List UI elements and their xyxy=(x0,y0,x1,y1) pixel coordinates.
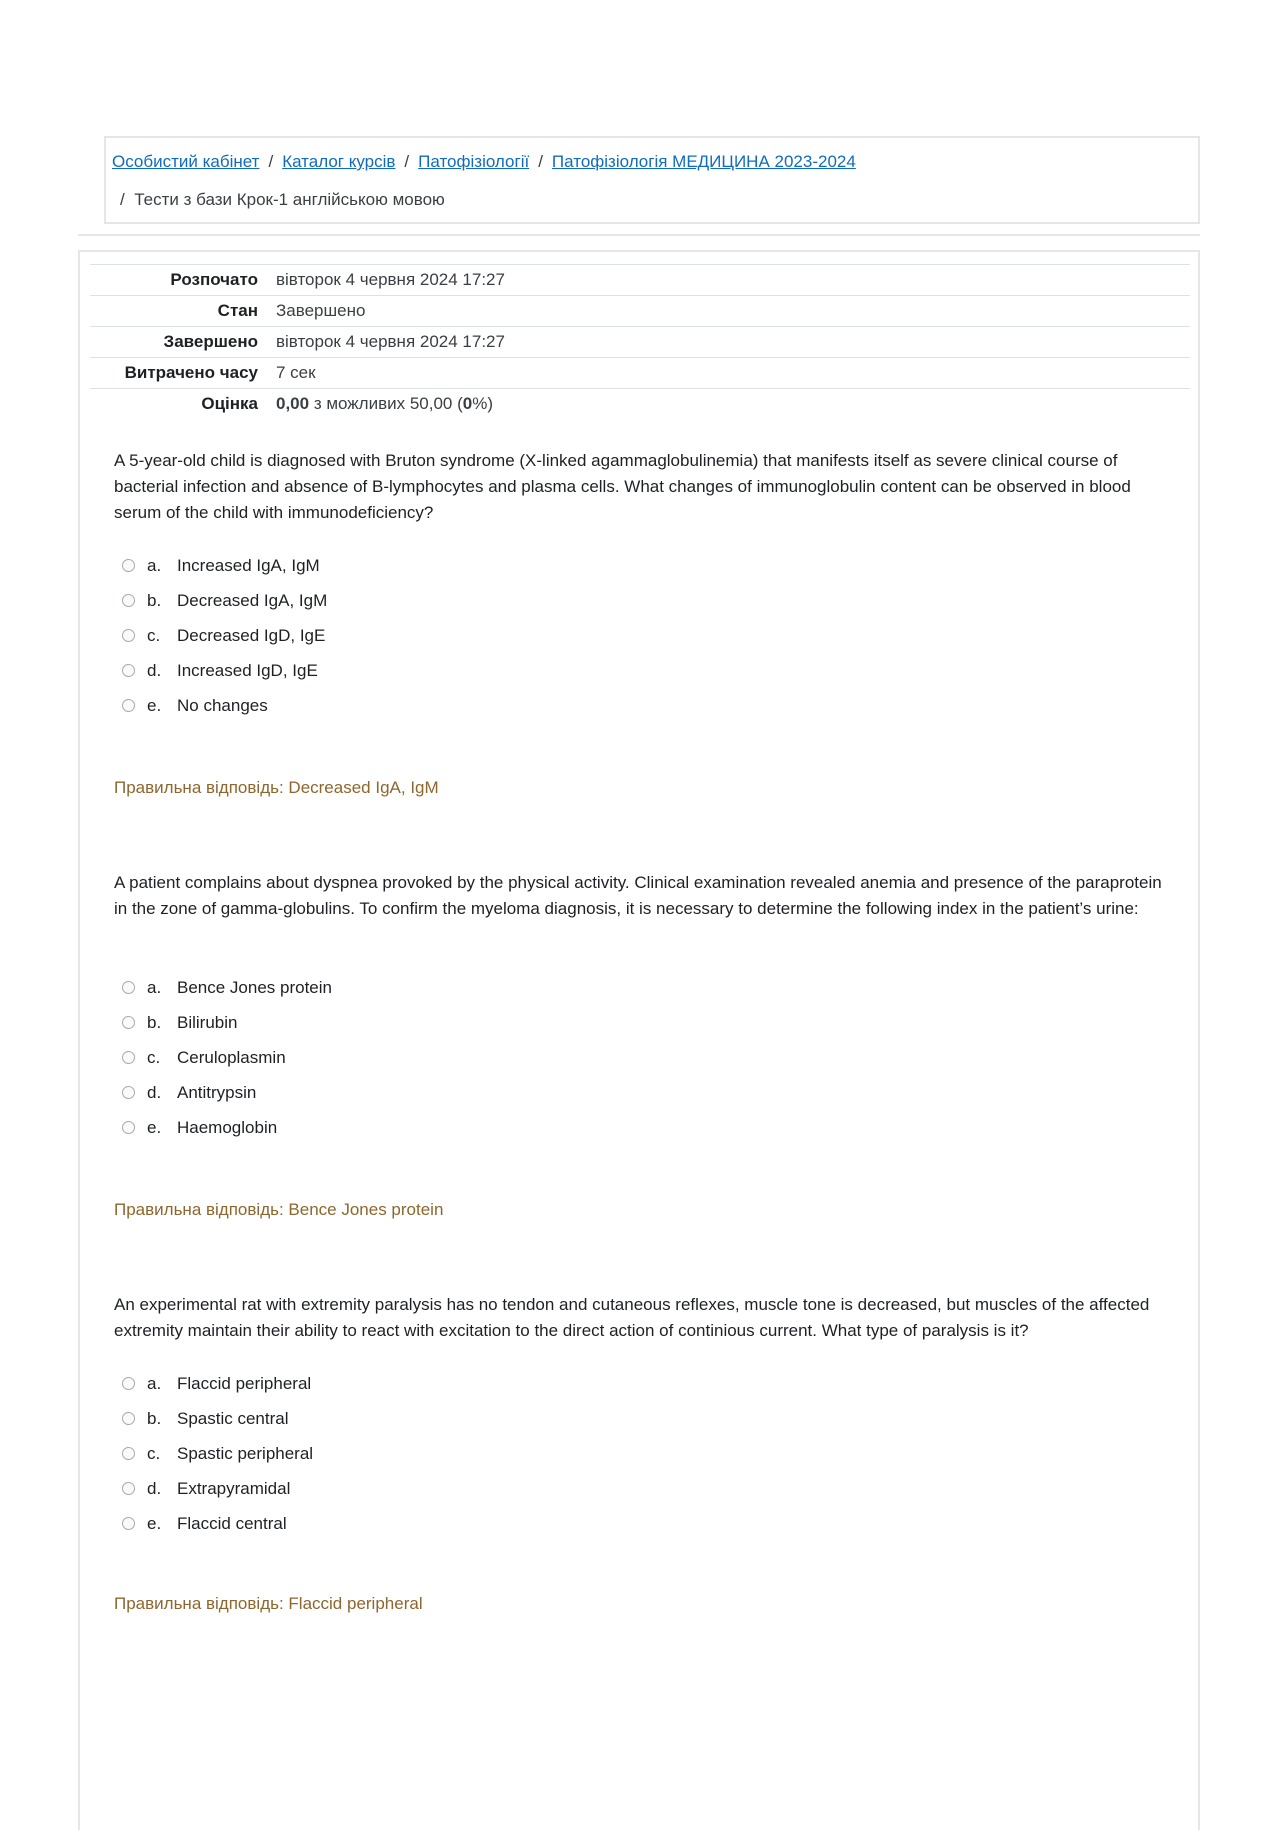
summary-row-completed xyxy=(90,327,1190,358)
divider xyxy=(78,234,1200,236)
correct-answer-1: Правильна відповідь: Decreased IgA, IgM xyxy=(114,778,439,797)
breadcrumb xyxy=(104,136,1200,224)
summary-label: Завершено xyxy=(163,332,258,351)
summary-row-grade xyxy=(90,389,1190,420)
breadcrumb-separator: / xyxy=(268,152,274,171)
answer-option[interactable] xyxy=(122,1366,313,1401)
breadcrumb-links-row xyxy=(112,152,856,172)
summary-label: Оцінка xyxy=(201,394,258,413)
summary-value: вівторок 4 червня 2024 17:27 xyxy=(276,270,505,289)
answer-option[interactable] xyxy=(122,970,332,1005)
summary-row-state xyxy=(90,296,1190,327)
answer-option[interactable] xyxy=(122,1401,313,1436)
breadcrumb-current-row xyxy=(120,190,445,210)
answer-option[interactable] xyxy=(122,1506,313,1541)
radio-button[interactable] xyxy=(122,1016,135,1029)
breadcrumb-separator: / xyxy=(120,190,125,209)
summary-label: Розпочато xyxy=(170,270,258,289)
answer-option[interactable] xyxy=(122,688,327,723)
answer-letter: b. xyxy=(147,590,162,610)
answer-text: Increased IgA, IgM xyxy=(177,555,320,575)
radio-button[interactable] xyxy=(122,1412,135,1425)
radio-button[interactable] xyxy=(122,664,135,677)
breadcrumb-link-dashboard[interactable]: Особистий кабінет xyxy=(112,152,260,171)
answer-text: Flaccid peripheral xyxy=(177,1373,312,1393)
radio-button[interactable] xyxy=(122,1121,135,1134)
breadcrumb-link-course-catalog[interactable]: Каталог курсів xyxy=(282,152,396,171)
answer-letter: d. xyxy=(147,1082,162,1102)
question-text-2: A patient complains about dyspnea provoked by the physical activity. Clinical examination revealed anemia and presence of the paraprotein in the zone of gamma-globulins. To confirm the myeloma diagnosis, it is necessary to determine the following index in the patient’s urine: xyxy=(114,873,1162,918)
answer-option[interactable] xyxy=(122,1075,332,1110)
answer-letter: b. xyxy=(147,1012,162,1032)
answer-letter: c. xyxy=(147,625,161,645)
answer-letter: a. xyxy=(147,1373,162,1393)
grade-percent: 0 xyxy=(462,394,473,413)
answer-letter: e. xyxy=(147,695,162,715)
breadcrumb-link-pathophysiology[interactable]: Патофізіології xyxy=(418,152,530,171)
summary-label: Витрачено часу xyxy=(124,363,258,382)
answer-list-3 xyxy=(122,1366,313,1541)
answer-text: Ceruloplasmin xyxy=(177,1047,286,1067)
answer-option[interactable] xyxy=(122,1471,313,1506)
answer-letter: b. xyxy=(147,1408,162,1428)
correct-answer-3: Правильна відповідь: Flaccid peripheral xyxy=(114,1594,423,1613)
breadcrumb-separator: / xyxy=(538,152,543,171)
radio-button[interactable] xyxy=(122,1447,135,1460)
radio-button[interactable] xyxy=(122,1517,135,1530)
answer-option[interactable] xyxy=(122,548,327,583)
answer-text: Bence Jones protein xyxy=(177,977,332,997)
radio-button[interactable] xyxy=(122,1086,135,1099)
answer-text: Flaccid central xyxy=(177,1513,287,1533)
radio-button[interactable] xyxy=(122,981,135,994)
answer-letter: e. xyxy=(147,1117,162,1137)
breadcrumb-link-course[interactable]: Патофізіологія МЕДИЦИНА 2023-2024 xyxy=(551,152,856,171)
breadcrumb-separator: / xyxy=(404,152,410,171)
answer-text: Decreased IgA, IgM xyxy=(177,590,328,610)
radio-button[interactable] xyxy=(122,629,135,642)
answer-text: No changes xyxy=(177,695,268,715)
answer-letter: c. xyxy=(147,1047,161,1067)
answer-option[interactable] xyxy=(122,1110,332,1145)
answer-option[interactable] xyxy=(122,1436,313,1471)
answer-letter: a. xyxy=(147,977,162,997)
radio-button[interactable] xyxy=(122,699,135,712)
radio-button[interactable] xyxy=(122,594,135,607)
answer-letter: a. xyxy=(147,555,162,575)
attempt-summary-table xyxy=(90,264,1190,419)
radio-button[interactable] xyxy=(122,1482,135,1495)
summary-row-time-taken xyxy=(90,358,1190,389)
answer-text: Bilirubin xyxy=(177,1012,238,1032)
radio-button[interactable] xyxy=(122,1051,135,1064)
answer-text: Extrapyramidal xyxy=(177,1478,291,1498)
question-text-3: An experimental rat with extremity paralysis has no tendon and cutaneous reflexes, muscle tone is decreased, but muscles of the affected extremity maintain their ability to react with excitation to the direct action of continious current. What type of paralysis is it? xyxy=(114,1295,1150,1340)
summary-value: 7 сек xyxy=(276,363,316,382)
answer-letter: e. xyxy=(147,1513,162,1533)
answer-option[interactable] xyxy=(122,583,327,618)
answer-option[interactable] xyxy=(122,1005,332,1040)
radio-button[interactable] xyxy=(122,1377,135,1390)
question-text-1: A 5-year-old child is diagnosed with Bruton syndrome (X-linked agammaglobulinemia) that manifests itself as severe clinical course of bacterial infection and absence of B-lymphocytes and plasma cells. What changes of immunoglobulin content can be observed in blood serum of the child with immunodeficiency? xyxy=(114,451,1131,522)
summary-label: Стан xyxy=(217,301,258,320)
summary-value: Завершено xyxy=(276,301,366,320)
answer-letter: d. xyxy=(147,660,162,680)
answer-letter: d. xyxy=(147,1478,162,1498)
answer-option[interactable] xyxy=(122,1040,332,1075)
answer-letter: c. xyxy=(147,1443,161,1463)
answer-text: Increased IgD, IgE xyxy=(177,660,318,680)
grade-value xyxy=(266,389,1190,420)
grade-suffix: %) xyxy=(472,394,493,413)
answer-list-1 xyxy=(122,548,327,723)
answer-text: Spastic central xyxy=(177,1408,289,1428)
answer-text: Spastic peripheral xyxy=(177,1443,314,1463)
breadcrumb-current: Тести з бази Крок-1 англійською мовою xyxy=(134,190,445,209)
grade-of-text: з можливих 50,00 ( xyxy=(309,394,463,413)
grade-score: 0,00 xyxy=(276,394,310,413)
answer-text: Decreased IgD, IgE xyxy=(177,625,326,645)
summary-value: вівторок 4 червня 2024 17:27 xyxy=(276,332,505,351)
answer-text: Haemoglobin xyxy=(177,1117,278,1137)
answer-text: Antitrypsin xyxy=(177,1082,257,1102)
answer-list-2 xyxy=(122,970,332,1145)
answer-option[interactable] xyxy=(122,653,327,688)
summary-row-started xyxy=(90,265,1190,296)
correct-answer-2: Правильна відповідь: Bence Jones protein xyxy=(114,1200,444,1219)
radio-button[interactable] xyxy=(122,559,135,572)
answer-option[interactable] xyxy=(122,618,327,653)
